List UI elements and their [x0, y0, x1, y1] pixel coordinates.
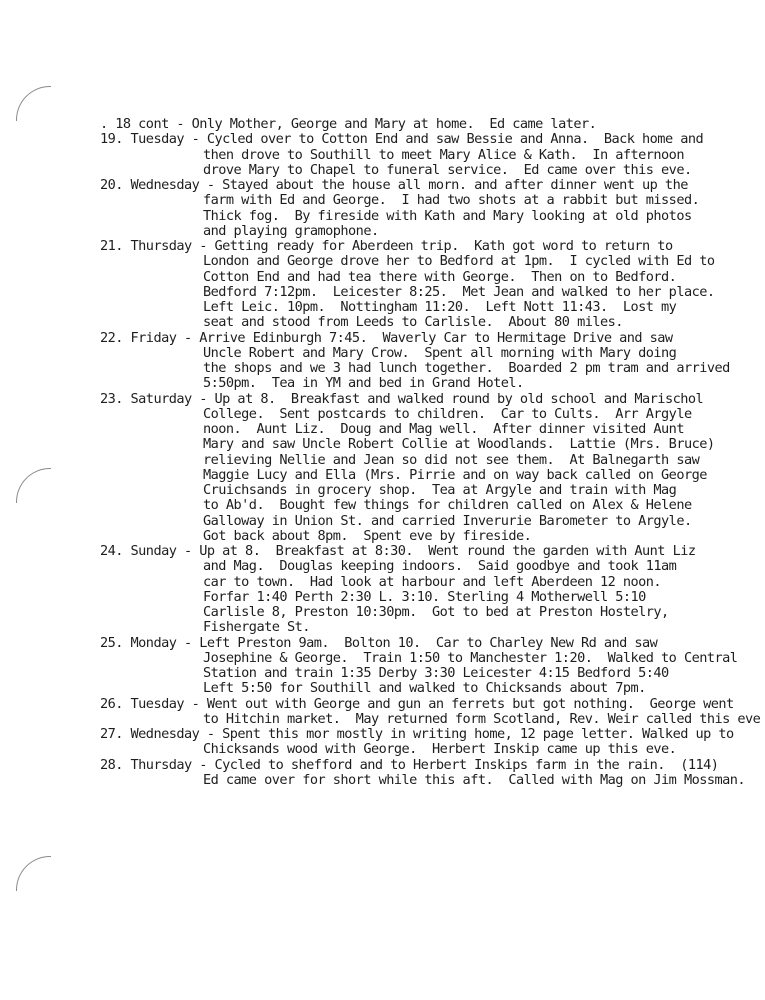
- diary-continuation-line: and playing gramophone.: [203, 222, 379, 239]
- diary-continuation-line: to Ab'd. Bought few things for children called on Alex & Helene: [203, 497, 692, 514]
- diary-continuation-line: Fishergate St.: [203, 619, 310, 636]
- entry-text: Cycled over to Cotton End and saw Bessie and Anna. Back home and: [206, 131, 704, 148]
- entry-date: 27. Wednesday: [100, 726, 200, 742]
- diary-continuation-line: Mary and saw Uncle Robert Collie at Woodlands. Lattie (Mrs. Bruce): [203, 436, 715, 453]
- diary-continuation-line: then drove to Southill to meet Mary Alice & Kath. In afternoon: [203, 146, 684, 163]
- diary-entry-line: 25. Monday - Left Preston 9am. Bolton 10. Car to Charley New Rd and saw: [100, 634, 658, 651]
- entry-text: Only Mother, George and Mary at home. Ed came later.: [191, 116, 597, 132]
- diary-entry-line: . 18 cont - Only Mother, George and Mary at home. Ed came later.: [100, 116, 597, 132]
- entry-date: 26. Tuesday: [100, 695, 184, 712]
- diary-entry-line: 27. Wednesday - Spent this mor mostly in writing home, 12 page letter. Walked up to: [100, 726, 734, 742]
- entry-text: Cycled to shefford and to Herbert Inskips farm in the rain. (114): [214, 756, 719, 773]
- binder-hole-mark: [16, 856, 51, 891]
- entry-text: Left Preston 9am. Bolton 10. Car to Charley New Rd and saw: [199, 634, 658, 651]
- entry-date: 20. Wednesday: [100, 177, 200, 193]
- diary-continuation-line: Got back about 8pm. Spent eve by fireside.: [203, 527, 532, 544]
- entry-date: . 18 cont: [100, 116, 169, 132]
- diary-continuation-line: farm with Ed and George. I had two shots at a rabbit but missed.: [203, 192, 700, 209]
- entry-date: 23. Saturday: [100, 390, 192, 407]
- diary-continuation-line: relieving Nellie and Jean so did not see them. At Balnegarth saw: [203, 451, 700, 468]
- entry-date: 19. Tuesday: [100, 131, 184, 148]
- diary-continuation-line: Ed came over for short while this aft. Called with Mag on Jim Mossman.: [203, 771, 746, 788]
- diary-entry-line: 24. Sunday - Up at 8. Breakfast at 8:30. Went round the garden with Aunt Liz: [100, 543, 696, 559]
- entry-text: Up at 8. Breakfast and walked round by old school and Marischol: [214, 390, 704, 407]
- entry-text: Getting ready for Aberdeen trip. Kath got word to return to: [214, 238, 673, 254]
- diary-continuation-line: Bedford 7:12pm. Leicester 8:25. Met Jean and walked to her place.: [203, 283, 715, 300]
- diary-continuation-line: Josephine & George. Train 1:50 to Manchester 1:20. Walked to Central: [203, 649, 738, 666]
- diary-entry-line: 21. Thursday - Getting ready for Aberdeen trip. Kath got word to return to: [100, 238, 673, 254]
- binder-hole-mark: [16, 86, 51, 121]
- diary-continuation-line: Left 5:50 for Southill and walked to Chicksands about 7pm.: [203, 680, 646, 697]
- diary-entry-line: 28. Thursday - Cycled to shefford and to Herbert Inskips farm in the rain. (114): [100, 756, 719, 773]
- diary-continuation-line: seat and stood from Leeds to Carlisle. About 80 miles.: [203, 314, 623, 331]
- diary-continuation-line: Carlisle 8, Preston 10:30pm. Got to bed at Preston Hostelry,: [203, 604, 669, 620]
- diary-continuation-line: to Hitchin market. May returned form Scotland, Rev. Weir called this eve: [203, 710, 761, 727]
- entry-text: Stayed about the house all morn. and after dinner went up the: [222, 177, 688, 193]
- diary-continuation-line: College. Sent postcards to children. Car to Cults. Arr Argyle: [203, 405, 692, 422]
- entry-date: 25. Monday: [100, 634, 177, 651]
- entry-date: 24. Sunday: [100, 543, 177, 559]
- diary-continuation-line: the shops and we 3 had lunch together. Boarded 2 pm tram and arrived: [203, 360, 730, 376]
- diary-entry-line: 26. Tuesday - Went out with George and gun an ferrets but got nothing. George went: [100, 695, 734, 712]
- diary-continuation-line: 5:50pm. Tea in YM and bed in Grand Hotel.: [203, 375, 524, 392]
- diary-continuation-line: Station and train 1:35 Derby 3:30 Leicester 4:15 Bedford 5:40: [203, 665, 669, 681]
- diary-continuation-line: Left Leic. 10pm. Nottingham 11:20. Left Nott 11:43. Lost my: [203, 299, 677, 315]
- diary-entry-line: 19. Tuesday - Cycled over to Cotton End and saw Bessie and Anna. Back home and: [100, 131, 704, 148]
- diary-continuation-line: Cotton End and had tea there with George. Then on to Bedford.: [203, 268, 677, 285]
- diary-continuation-line: Cruichsands in grocery shop. Tea at Argyle and train with Mag: [203, 482, 677, 498]
- entry-text: Spent this mor mostly in writing home, 12 page letter. Walked up to: [222, 726, 734, 742]
- entry-text: Up at 8. Breakfast at 8:30. Went round the garden with Aunt Liz: [199, 543, 696, 559]
- diary-continuation-line: car to town. Had look at harbour and left Aberdeen 12 noon.: [203, 573, 662, 590]
- entry-text: Went out with George and gun an ferrets but got nothing. George went: [206, 695, 734, 712]
- diary-entry-line: 22. Friday - Arrive Edinburgh 7:45. Waverly Car to Hermitage Drive and saw: [100, 329, 673, 346]
- entry-date: 28. Thursday: [100, 756, 192, 773]
- entry-date: 21. Thursday: [100, 238, 192, 254]
- diary-continuation-line: Chicksands wood with George. Herbert Inskip came up this eve.: [203, 741, 677, 758]
- entry-date: 22. Friday: [100, 329, 177, 346]
- diary-continuation-line: Forfar 1:40 Perth 2:30 L. 3:10. Sterling 4 Motherwell 5:10: [203, 588, 646, 605]
- diary-continuation-line: drove Mary to Chapel to funeral service. Ed came over this eve.: [203, 161, 692, 178]
- diary-continuation-line: noon. Aunt Liz. Doug and Mag well. After dinner visited Aunt: [203, 421, 684, 437]
- diary-continuation-line: Uncle Robert and Mary Crow. Spent all morning with Mary doing: [203, 344, 677, 361]
- diary-entry-line: 20. Wednesday - Stayed about the house all morn. and after dinner went up the: [100, 177, 688, 193]
- entry-text: Arrive Edinburgh 7:45. Waverly Car to Hermitage Drive and saw: [199, 329, 673, 346]
- diary-continuation-line: London and George drove her to Bedford at 1pm. I cycled with Ed to: [203, 253, 715, 270]
- diary-continuation-line: and Mag. Douglas keeping indoors. Said goodbye and took 11am: [203, 558, 677, 575]
- diary-continuation-line: Maggie Lucy and Ella (Mrs. Pirrie and on way back called on George: [203, 466, 707, 483]
- diary-continuation-line: Galloway in Union St. and carried Inverurie Barometer to Argyle.: [203, 512, 692, 529]
- diary-continuation-line: Thick fog. By fireside with Kath and Mary looking at old photos: [203, 207, 692, 224]
- diary-entry-line: 23. Saturday - Up at 8. Breakfast and walked round by old school and Marischol: [100, 390, 704, 407]
- binder-hole-mark: [16, 468, 51, 503]
